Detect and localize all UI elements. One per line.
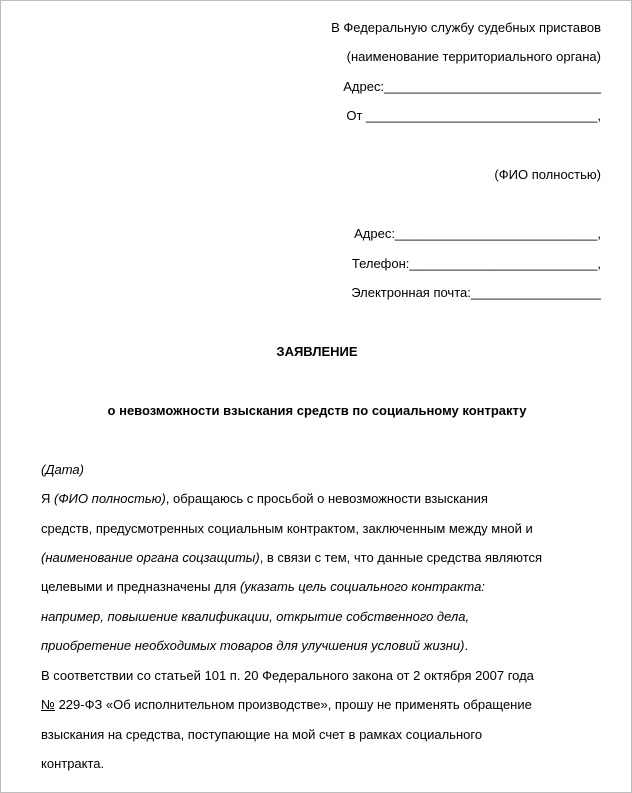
- fio-hint: (ФИО полностью): [494, 167, 601, 182]
- body-line-5: например, повышение квалификации, открытие собственного дела,: [41, 609, 470, 624]
- body-text: целевыми и предназначены для: [41, 579, 240, 594]
- email-line: Электронная почта:__________________: [351, 285, 601, 300]
- body-line-7: В соответствии со статьей 101 п. 20 Федерального закона от 2 октября 2007 года: [41, 668, 534, 683]
- from-line: От ________________________________,: [346, 108, 601, 123]
- body-text: 229-ФЗ «Об исполнительном производстве», прошу не применять обращение: [54, 697, 532, 712]
- fio-placeholder: (ФИО полностью): [54, 491, 166, 506]
- body-line-3: [41, 550, 542, 566]
- body-line-2: средств, предусмотренных социальным контрактом, заключенным между мной и: [41, 521, 533, 536]
- date-placeholder: (Дата): [41, 462, 84, 477]
- body-line-1: [41, 491, 488, 507]
- address-line-1: Адрес:______________________________: [343, 79, 601, 94]
- document-title: ЗАЯВЛЕНИЕ: [276, 344, 358, 359]
- body-line-6: [41, 638, 468, 654]
- document-subject: о невозможности взыскания средств по социальному контракту: [107, 403, 527, 418]
- phone-line: Телефон:__________________________,: [351, 256, 601, 271]
- body-text: .: [464, 638, 469, 653]
- body-line-10: контракта.: [41, 756, 105, 771]
- body-line-8: [41, 697, 532, 713]
- organ-placeholder: (наименование органа соцзащиты): [41, 550, 260, 565]
- addressee-line: В Федеральную службу судебных приставов: [331, 20, 601, 35]
- address-line-2: Адрес:____________________________,: [354, 226, 601, 241]
- body-line-4: [41, 579, 485, 595]
- body-line-9: взыскания на средства, поступающие на мой счет в рамках социального: [41, 727, 483, 742]
- body-text: , в связи с тем, что данные средства являются: [259, 550, 543, 565]
- number-sign: №: [41, 697, 55, 712]
- purpose-placeholder-end: приобретение необходимых товаров для улучшения условий жизни): [41, 638, 465, 653]
- body-text: , обращаюсь с просьбой о невозможности взыскания: [165, 491, 488, 506]
- organ-hint: (наименование территориального органа): [346, 49, 601, 64]
- purpose-placeholder: (указать цель социального контракта:: [239, 579, 485, 594]
- body-text: Я: [41, 491, 54, 506]
